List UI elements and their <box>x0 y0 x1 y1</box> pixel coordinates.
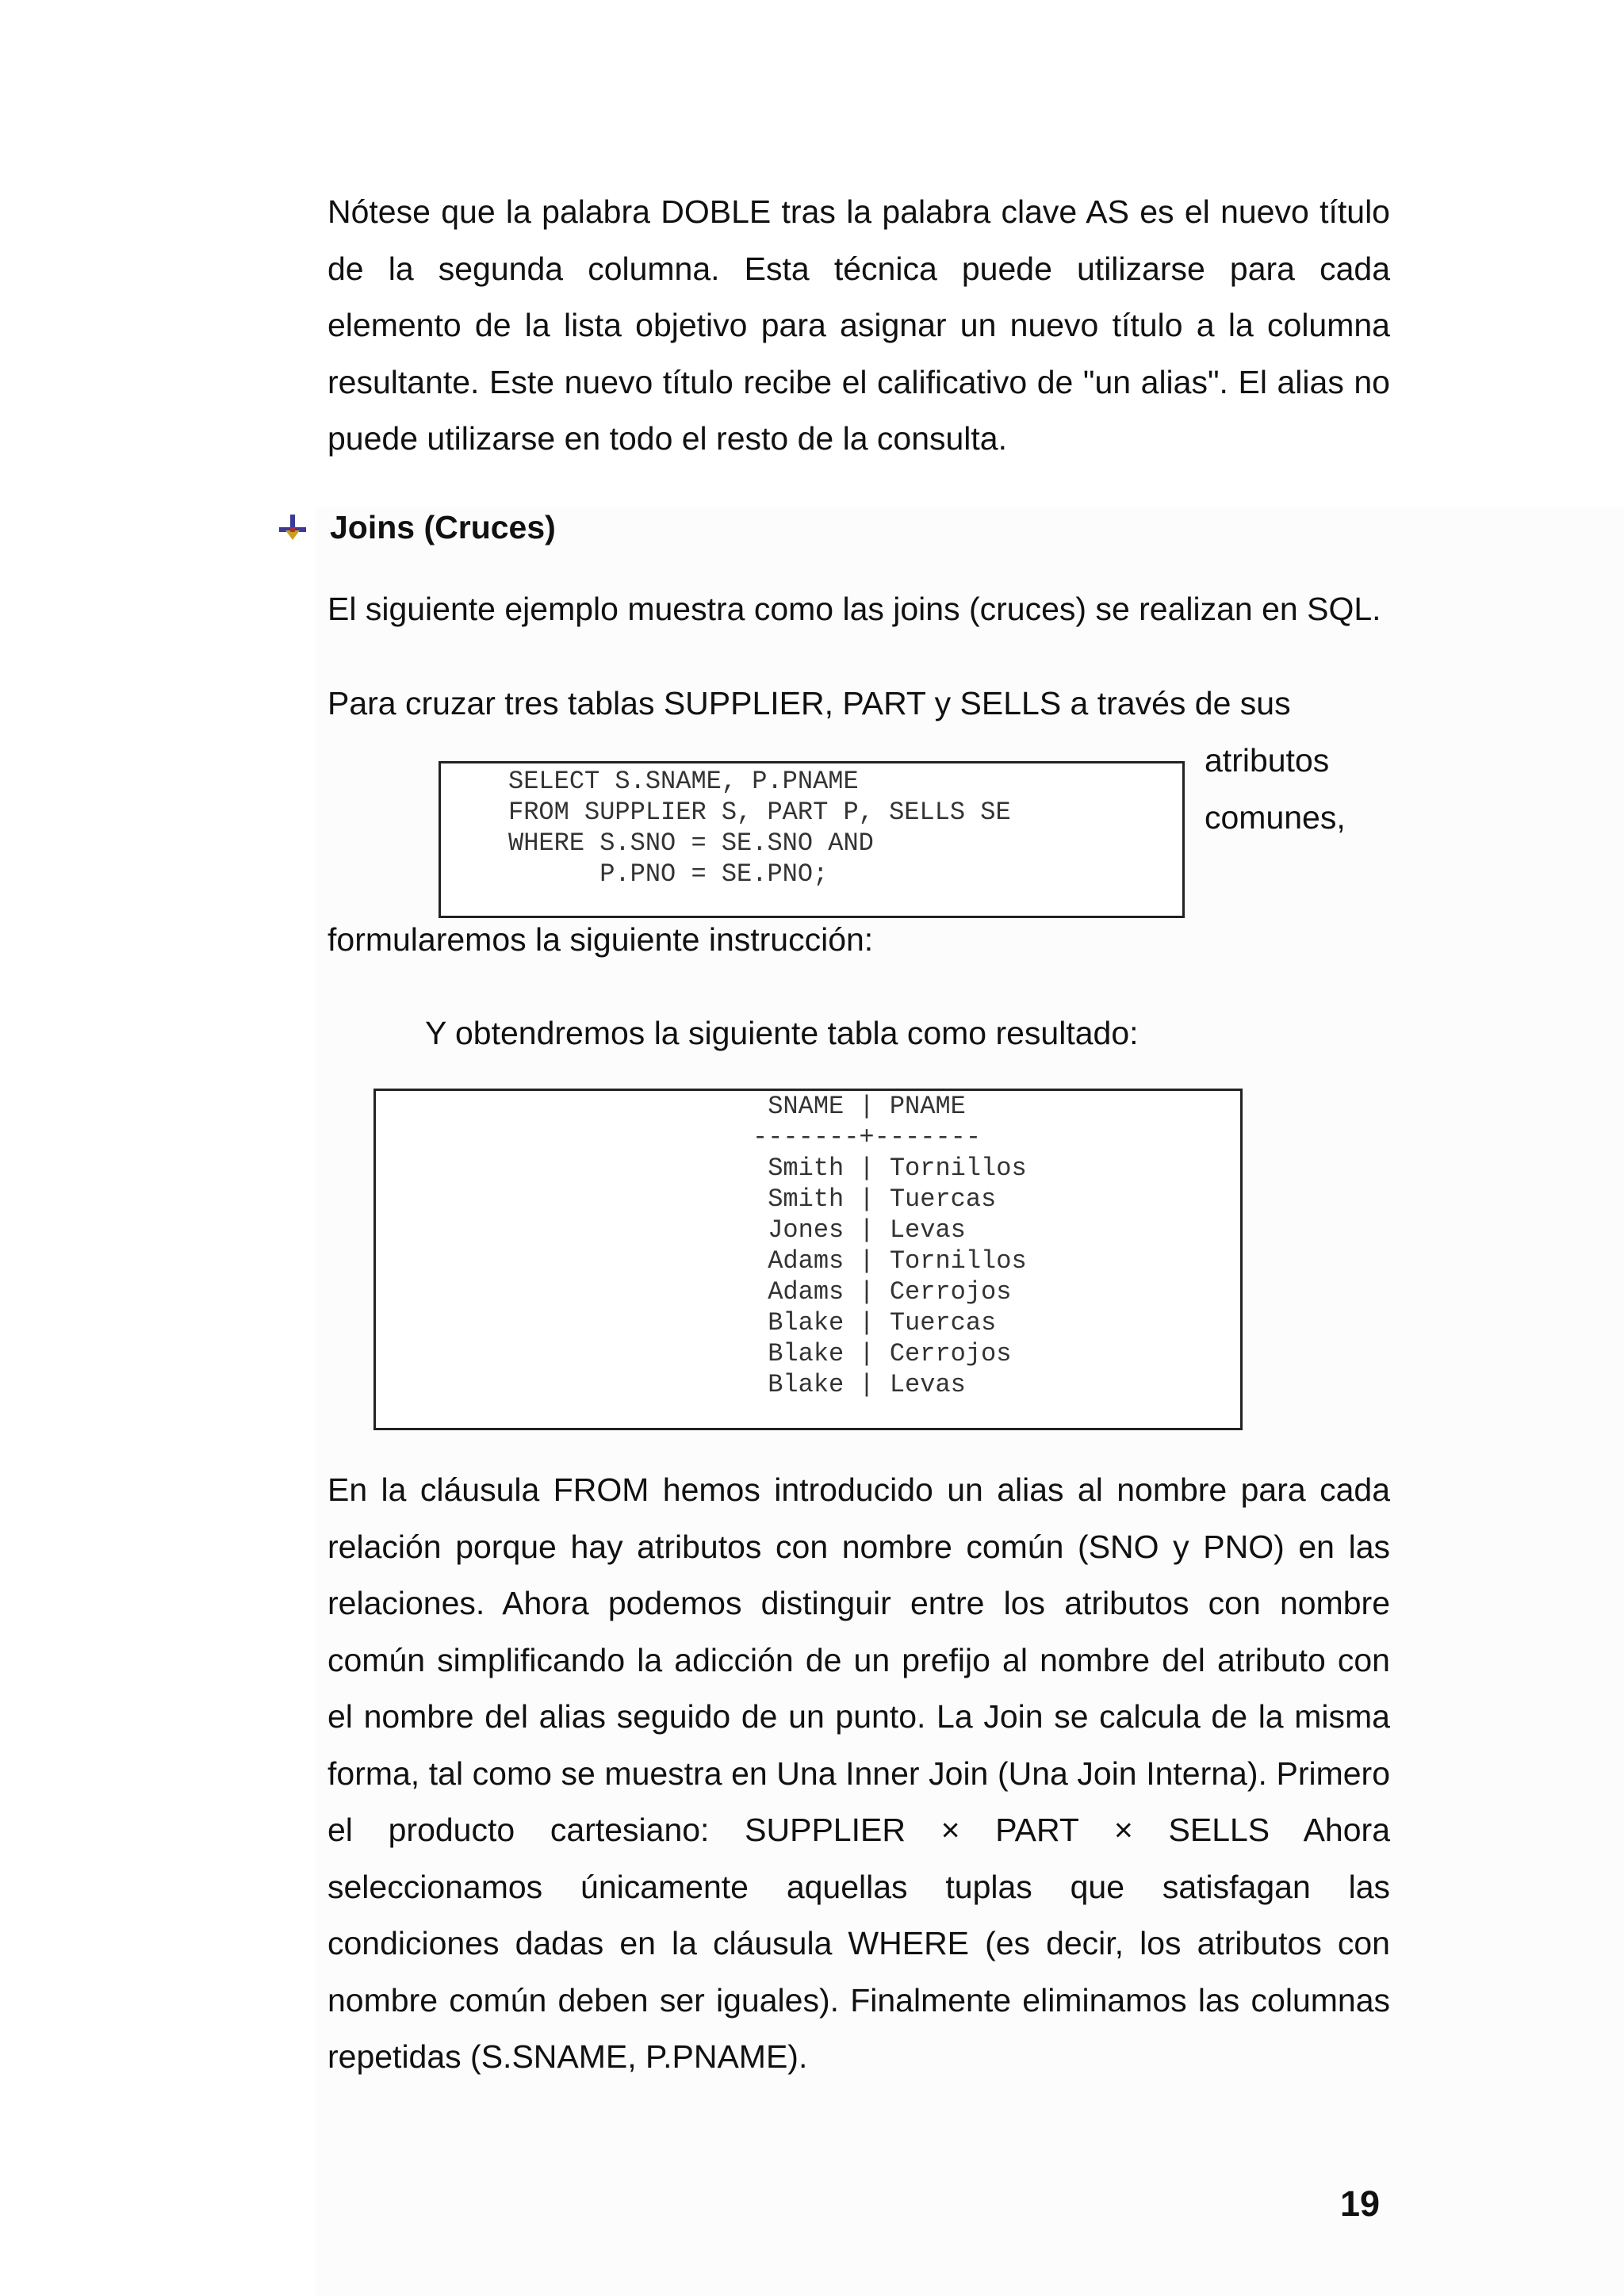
arrow-down-icon <box>279 515 306 541</box>
result-table-box <box>373 1089 1243 1430</box>
page-number: 19 <box>1340 2183 1381 2224</box>
paragraph-join-explanation: En la cláusula FROM hemos introducido un alias al nombre para cada relación porque hay atributos con nombre común (SNO y PNO) en las relaciones. Ahora podemos distinguir entre los atributos con nombre común simplificando la adicción de un prefijo al nombre del atributo con el nombre del alias seguido de un punto. La Join se calcula de la misma forma, tal como se muestra en Una Inner Join (Una Join Interna). Primero el producto cartesiano: SUPPLIER × PART × SELLS Ahora seleccionamos únicamente aquellas tuplas que satisfagan las condiciones dadas en la cláusula WHERE (es decir, los atributos con nombre común deben ser iguales). Finalmente eliminamos las columnas repetidas (S.SNAME, P.PNAME). <box>327 1471 1390 2075</box>
formularemos-line: formularemos la siguiente instrucción: <box>327 921 874 958</box>
cruzar-line: Para cruzar tres tablas SUPPLIER, PART y SELLS a través de sus <box>327 685 1291 721</box>
section-heading: Joins (Cruces) <box>330 509 556 545</box>
side-text-atributos: atributos <box>1205 742 1330 779</box>
side-text-comunes: comunes, <box>1205 799 1346 836</box>
paragraph-alias-intro: Nótese que la palabra DOBLE tras la palabra clave AS es el nuevo título de la segunda columna. Esta técnica puede utilizarse para cada elemento de la lista objetivo para asignar un nuevo título a la columna resultante. Este nuevo título recibe el calificativo de "un alias". El alias no puede utilizarse en todo el resto de la consulta. <box>327 193 1390 457</box>
obtendremos-line: Y obtendremos la siguiente tabla como resultado: <box>425 1015 1139 1051</box>
sql-code-box <box>439 761 1185 918</box>
sql-code: SELECT S.SNAME, P.PNAME FROM SUPPLIER S, PART P, SELLS SE WHERE S.SNO = SE.SNO AND P.PNO = SE.PNO; <box>508 767 1011 889</box>
intro-line: El siguiente ejemplo muestra como las joins (cruces) se realizan en SQL. <box>327 591 1381 627</box>
result-table: SNAME | PNAME -------+------- Smith | Tornillos Smith | Tuercas Jones | Levas Adams | Tornillos Adams | Cerrojos Blake | Tuercas Blake | Cerrojos Blake | Levas <box>753 1092 1027 1399</box>
